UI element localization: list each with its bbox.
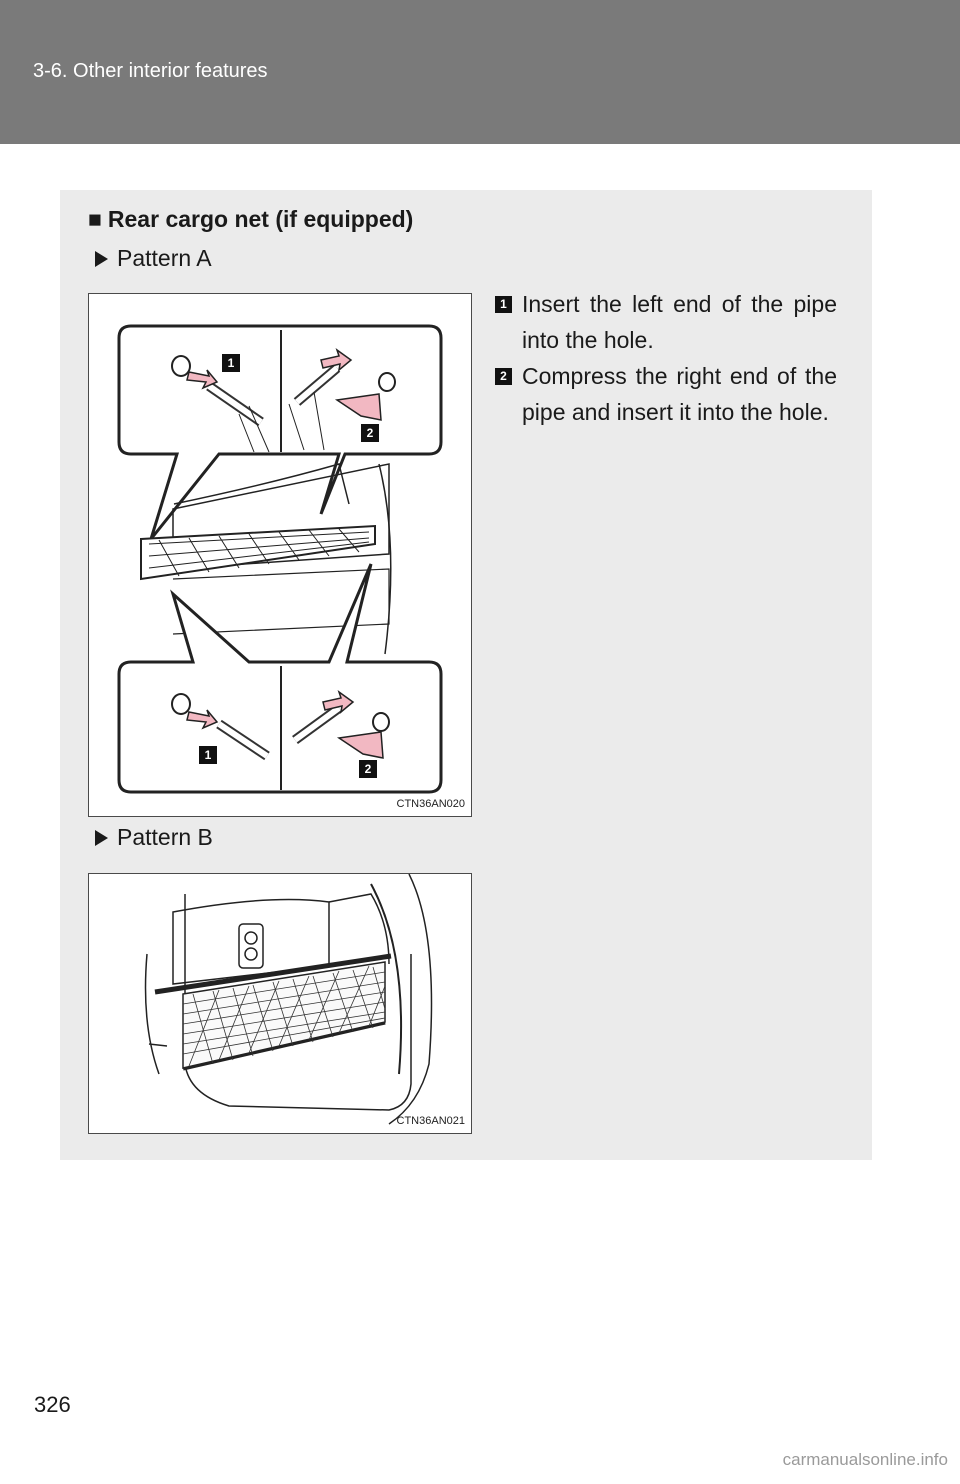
- callout-1-bottom: 1: [199, 746, 217, 764]
- cargo-net-pattern-a-illustration: [89, 294, 472, 817]
- figure-code-b: CTN36AN021: [396, 1115, 465, 1127]
- figure-pattern-a: [88, 293, 472, 817]
- step-1-text: Insert the left end of the pipe into the hole.: [522, 291, 837, 353]
- instruction-steps: [495, 286, 837, 430]
- cargo-net-pattern-b-illustration: [89, 874, 472, 1134]
- triangle-bullet-icon: [95, 251, 108, 267]
- pattern-b-label: [95, 824, 213, 851]
- chapter-title: 3-6. Other interior features: [33, 60, 268, 82]
- pattern-b-text: Pattern B: [117, 824, 213, 850]
- step-2-number: 2: [495, 368, 512, 385]
- triangle-bullet-icon: [95, 830, 108, 846]
- step-2-text: Compress the right end of the pipe and insert it into the hole.: [522, 363, 837, 425]
- step-2: [495, 358, 837, 430]
- figure-code-a: CTN36AN020: [396, 798, 465, 810]
- section-heading: [88, 206, 413, 233]
- section-heading-text: Rear cargo net (if equipped): [107, 206, 414, 232]
- pattern-a-text: Pattern A: [117, 245, 212, 271]
- pattern-a-label: [95, 245, 212, 272]
- callout-1-top: 1: [222, 354, 240, 372]
- figure-pattern-b: [88, 873, 472, 1134]
- page-number: 326: [34, 1392, 71, 1417]
- square-bullet: ■: [88, 206, 102, 232]
- callout-2-bottom: 2: [359, 760, 377, 778]
- watermark: carmanualsonline.info: [782, 1450, 948, 1469]
- step-1-number: 1: [495, 296, 512, 313]
- step-1: [495, 286, 837, 358]
- callout-2-top: 2: [361, 424, 379, 442]
- page-header: [0, 0, 960, 144]
